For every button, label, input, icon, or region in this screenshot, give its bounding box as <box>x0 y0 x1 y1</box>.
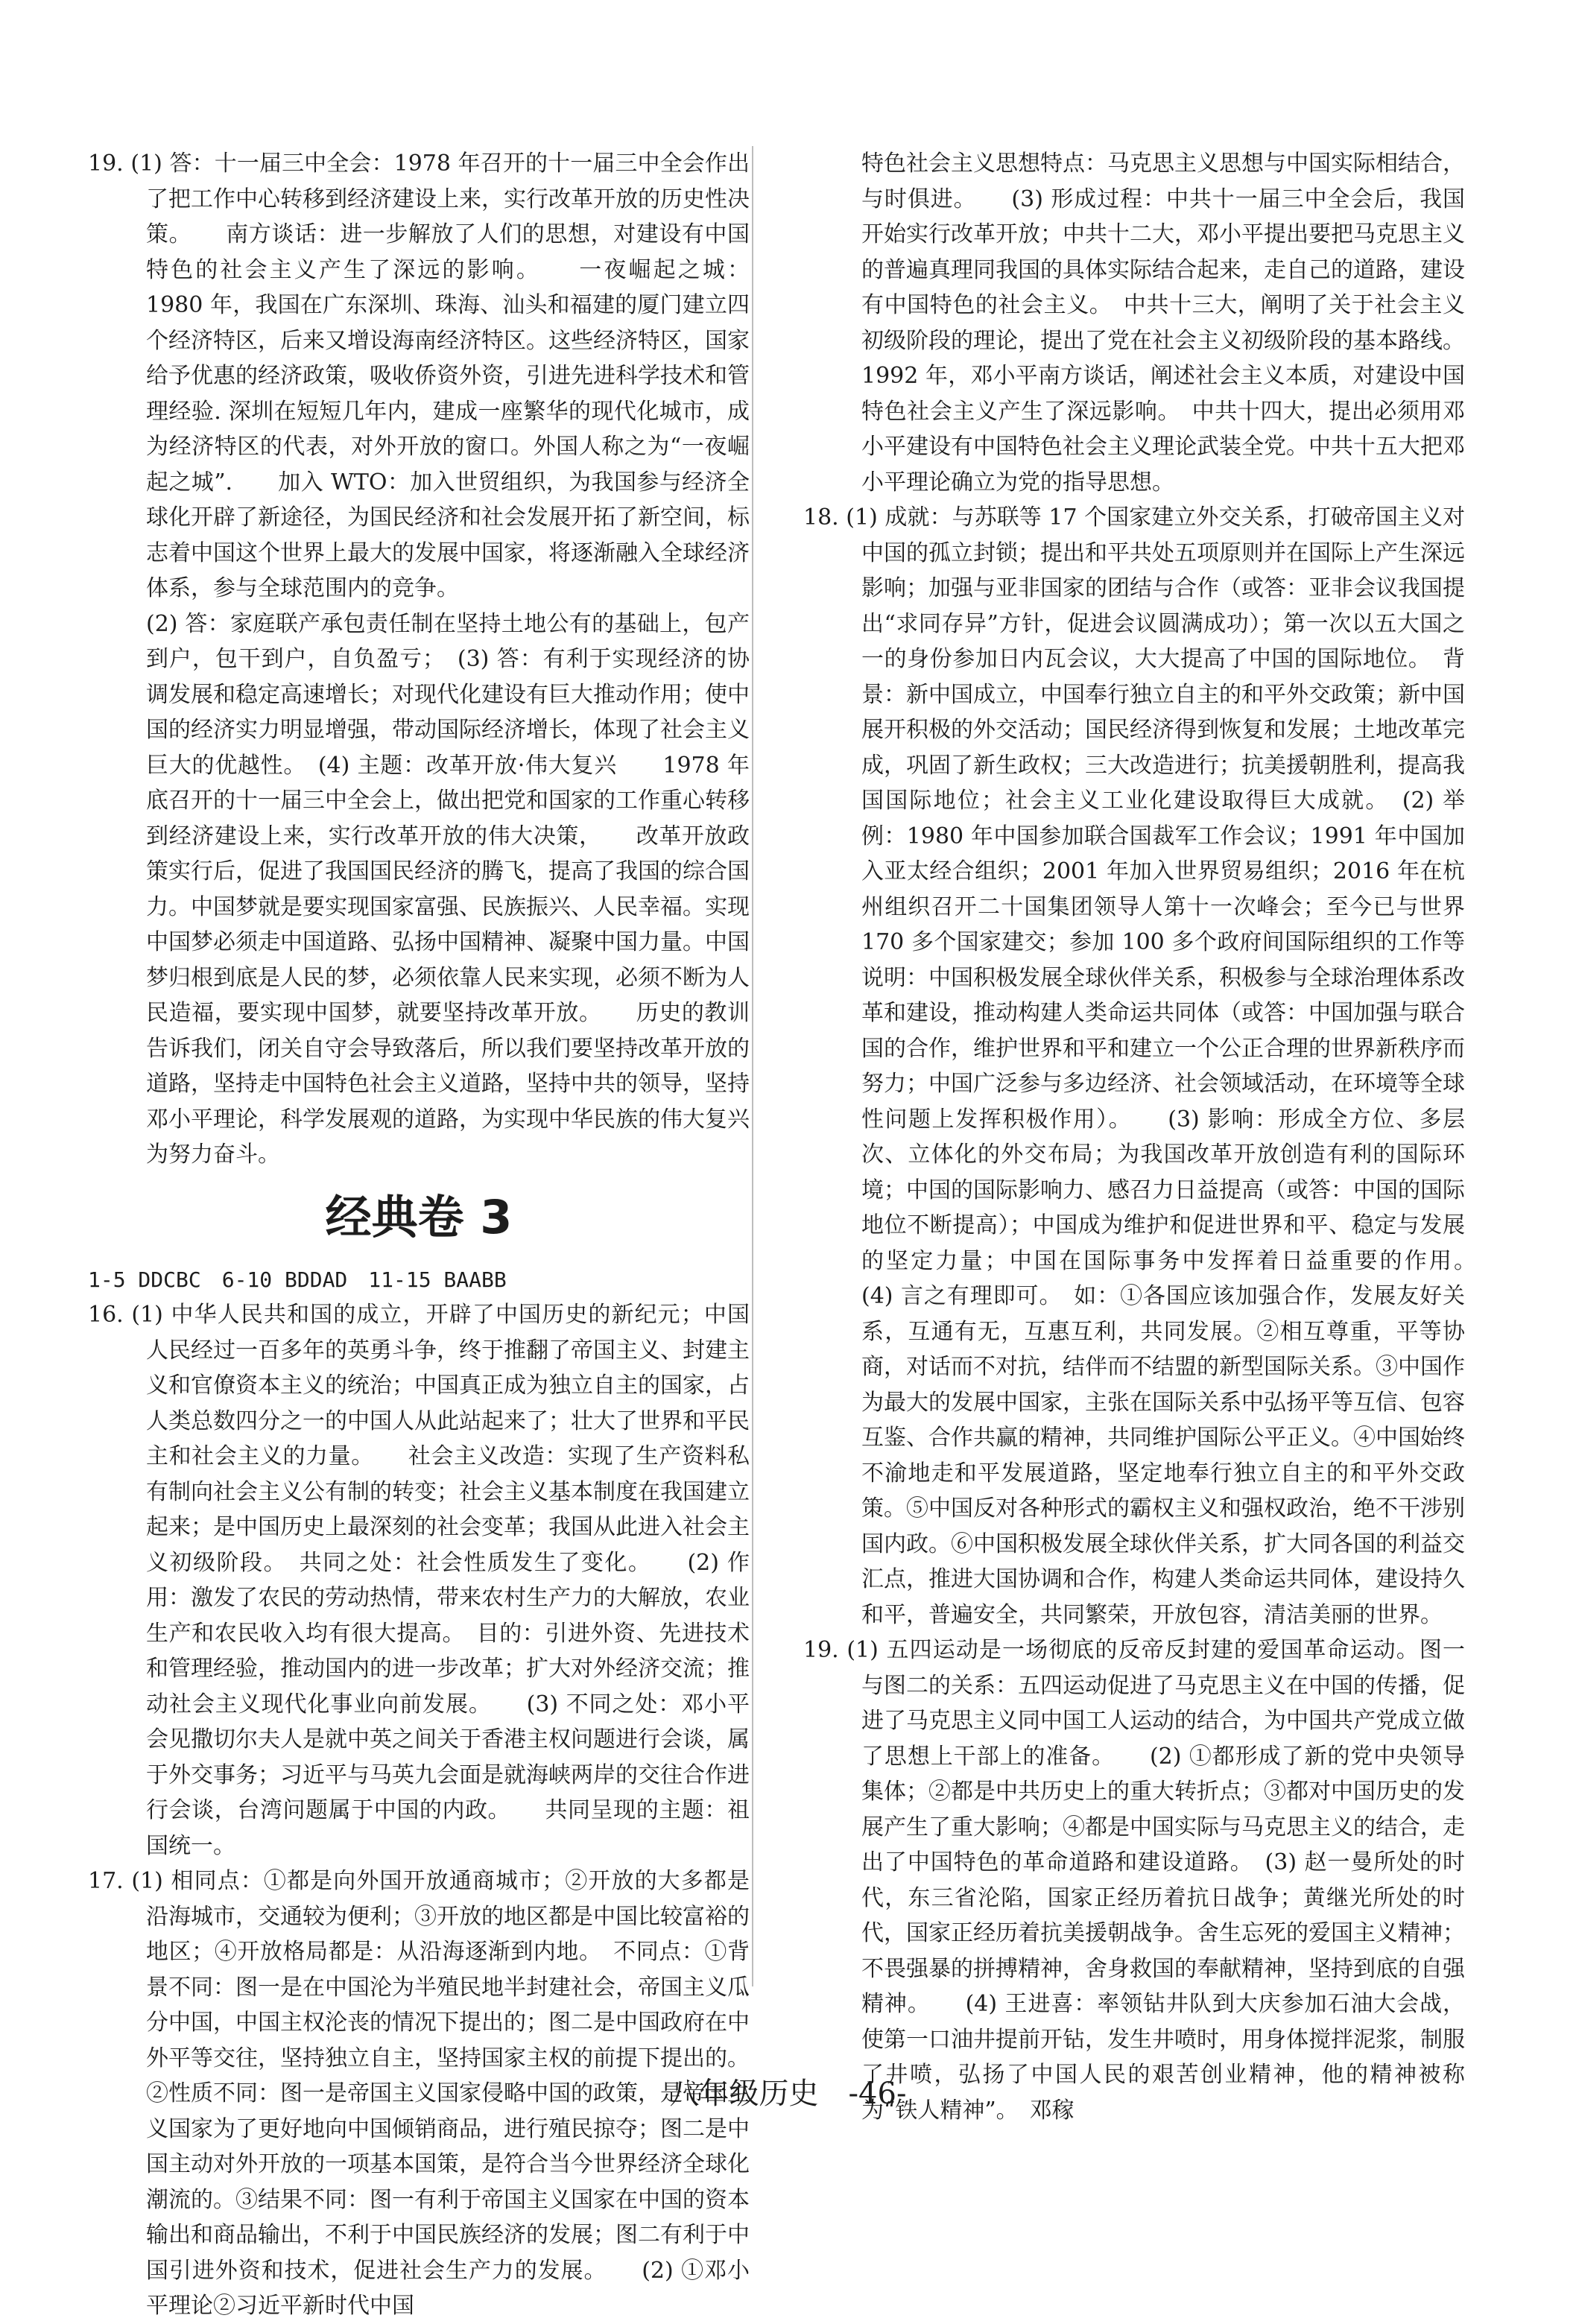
q19-part1: 19. (1) 答：十一届三中全会：1978 年召开的十一届三中全会作出了把工作中心转移到经济建设上来，实行改革开放的历史性决策。 南方谈话：进一步解放了人们的思想，对建设有中国特色的社会主义产生了深远的影响。 一夜崛起之城：1980 年，我国在广东深圳、珠海、汕头和福建的厦门建立四个经济特区，后来又增设海南经济特区。这些经济特区，国家给予优惠的经济政策，吸收侨资外资，引进先进科学技术和管理经验. 深圳在短短几年内，建成一座繁华的现代化城市，成为经济特区的代表，对外开放的窗口。外国人称之为“一夜崛起之城”. 加入 WTO：加入世贸组织，为我国参与经济全球化开辟了新途径，为国民经济和社会发展开拓了新空间，标志着中国这个世界上最大的发展中国家，将逐渐融入全球经济体系，参与全球范围内的竞争。 <box>88 151 750 601</box>
column-divider <box>752 146 753 1986</box>
page-footer: 八年级历史 -46- <box>669 2077 907 2111</box>
q17-continued: 特色社会主义思想特点：马克思主义思想与中国实际相结合，与时俱进。 (3) 形成过程：中共十一届三中全会后，我国开始实行改革开放；中共十二大，邓小平提出要把马克思主义的普遍真理同我国的具体实际结合起来，走自己的道路，建设有中国特色的社会主义。 中共十三大，阐明了关于社会主义初级阶段的理论，提出了党在社会主义初级阶段的基本路线。1992 年，邓小平南方谈话，阐述社会主义本质，对建设中国特色社会主义产生了深远影响。 中共十四大，提出必须用邓小平建设有中国特色社会主义理论武装全党。中共十五大把邓小平理论确立为党的指导思想。 <box>861 151 1465 495</box>
section-title: 经典卷 3 <box>325 1189 513 1244</box>
right-column <box>803 146 1510 2128</box>
left-column <box>88 146 750 2324</box>
q19-second: 19. (1) 五四运动是一场彻底的反帝反封建的爱国革命运动。图一与图二的关系：五四运动促进了马克思主义在中国的传播，促进了马克思主义同中国工人运动的结合，为中国共产党成立做了思想上干部上的准备。 (2) ①都形成了新的党中央领导集体；②都是中共历史上的重大转折点；③都对中国历史的发展产生了重大影响；④都是中国实际与马克思主义的结合，走出了中国特色的革命道路和建设道路。 (3) 赵一曼所处的时代，东三省沦陷，国家正经历着抗日战争；黄继光所处的时代，国家正经历着抗美援朝战争。舍生忘死的爱国主义精神；不畏强暴的拼搏精神，舍身救国的奉献精神，坚持到底的自强精神。 (4) 王进喜：率领钻井队到大庆参加石油大会战，使第一口油井提前开钻，发生井喷时，用身体搅拌泥浆，制服了井喷，弘扬了中国人民的艰苦创业精神，他的精神被称为“铁人精神”。 邓稼 <box>803 1637 1465 2124</box>
q17: 17. (1) 相同点：①都是向外国开放通商城市；②开放的大多都是沿海城市，交通较为便利；③开放的地区都是中国比较富裕的地区；④开放格局都是：从沿海逐渐到内地。 不同点：①背景不同：图一是在中国沦为半殖民地半封建社会，帝国主义瓜分中国，中国主权沦丧的情况下提出的；图二是中国政府在中外平等交往，坚持独立自主，坚持国家主权的前提下提出的。②性质不同：图一是帝国主义国家侵略中国的政策，是帝国主义国家为了更好地向中国倾销商品，进行殖民掠夺；图二是中国主动对外开放的一项基本国策，是符合当今世界经济全球化潮流的。③结果不同：图一有利于帝国主义国家在中国的资本输出和商品输出，不利于中国民族经济的发展；图二有利于中国引进外资和技术，促进社会生产力的发展。 (2) ①邓小平理论②习近平新时代中国 <box>88 1868 750 2319</box>
multiple-choice-answers: 1-5 DDCBC 6-10 BDDAD 11-15 BAABB <box>88 1267 507 1292</box>
q16: 16. (1) 中华人民共和国的成立，开辟了中国历史的新纪元；中国人民经过一百多年的英勇斗争，终于推翻了帝国主义、封建主义和官僚资本主义的统治；中国真正成为独立自主的国家，占人类总数四分之一的中国人从此站起来了；壮大了世界和平民主和社会主义的力量。 社会主义改造：实现了生产资料私有制向社会主义公有制的转变；社会主义基本制度在我国建立起来；是中国历史上最深刻的社会变革；我国从此进入社会主义初级阶段。 共同之处：社会性质发生了变化。 (2) 作用：激发了农民的劳动热情，带来农村生产力的大解放，农业生产和农民收入均有很大提高。 目的：引进外资、先进技术和管理经验，推动国内的进一步改革；扩大对外经济交流；推动社会主义现代化事业向前发展。 (3) 不同之处：邓小平会见撒切尔夫人是就中英之间关于香港主权问题进行会谈，属于外交事务；习近平与马英九会面是就海峡两岸的交往合作进行会谈，台湾问题属于中国的内政。 共同呈现的主题：祖国统一。 <box>88 1302 750 1859</box>
q18: 18. (1) 成就：与苏联等 17 个国家建立外交关系，打破帝国主义对中国的孤立封锁；提出和平共处五项原则并在国际上产生深远影响；加强与亚非国家的团结与合作（或答：亚非会议我国提出“求同存异”方针，促进会议圆满成功）；第一次以五大国之一的身份参加日内瓦会议，大大提高了中国的国际地位。 背景：新中国成立，中国奉行独立自主的和平外交政策；新中国展开积极的外交活动；国民经济得到恢复和发展；土地改革完成，巩固了新生政权；三大改造进行；抗美援朝胜利，提高我国国际地位；社会主义工业化建设取得巨大成就。 (2) 举例：1980 年中国参加联合国裁军工作会议；1991 年中国加入亚太经合组织；2001 年加入世界贸易组织；2016 年在杭州组织召开二十国集团领导人第十一次峰会；至今已与世界 170 多个国家建交；参加 100 多个政府间国际组织的工作等说明：中国积极发展全球伙伴关系，积极参与全球治理体系改革和建设，推动构建人类命运共同体（或答：中国加强与联合国的合作，维护世界和平和建立一个公正合理的世界新秩序而努力；中国广泛参与多边经济、社会领域活动，在环境等全球性问题上发挥积极作用）。 (3) 影响：形成全方位、多层次、立体化的外交布局；为我国改革开放创造有利的国际环境；中国的国际影响力、感召力日益提高（或答：中国的国际地位不断提高）；中国成为维护和促进世界和平、稳定与发展的坚定力量；中国在国际事务中发挥着日益重要的作用。 (4) 言之有理即可。 如：①各国应该加强合作，发展友好关系，互通有无，互惠互利，共同发展。②相互尊重，平等协商，对话而不对抗，结伴而不结盟的新型国际关系。③中国作为最大的发展中国家，主张在国际关系中弘扬平等互信、包容互鉴、合作共赢的精神，共同维护国际公平正义。④中国始终不渝地走和平发展道路，坚定地奉行独立自主的和平外交政策。⑤中国反对各种形式的霸权主义和强权政治，绝不干涉别国内政。⑥中国积极发展全球伙伴关系，扩大同各国的利益交汇点，推进大国协调和合作，构建人类命运共同体，建设持久和平，普遍安全，共同繁荣，开放包容，清洁美丽的世界。 <box>803 504 1510 1628</box>
q19-part2: (2) 答：家庭联产承包责任制在坚持土地公有的基础上，包产到户，包干到户，自负盈亏； (3) 答：有利于实现经济的协调发展和稳定高速增长；对现代化建设有巨大推动作用；使中国的经济实力明显增强，带动国际经济增长，体现了社会主义巨大的优越性。 (4) 主题：改革开放·伟大复兴 1978 年底召开的十一届三中全会上，做出把党和国家的工作重心转移到经济建设上来，实行改革开放的伟大决策， 改革开放政策实行后，促进了我国国民经济的腾飞，提高了我国的综合国力。中国梦就是要实现国家富强、民族振兴、人民幸福。实现中国梦必须走中国道路、弘扬中国精神、凝聚中国力量。中国梦归根到底是人民的梦，必须依靠人民来实现，必须不断为人民造福，要实现中国梦，就要坚持改革开放。 历史的教训告诉我们，闭关自守会导致落后，所以我们要坚持改革开放的道路，坚持走中国特色社会主义道路，坚持中共的领导，坚持邓小平理论，科学发展观的道路，为实现中华民族的伟大复兴为努力奋斗。 <box>146 610 750 1168</box>
